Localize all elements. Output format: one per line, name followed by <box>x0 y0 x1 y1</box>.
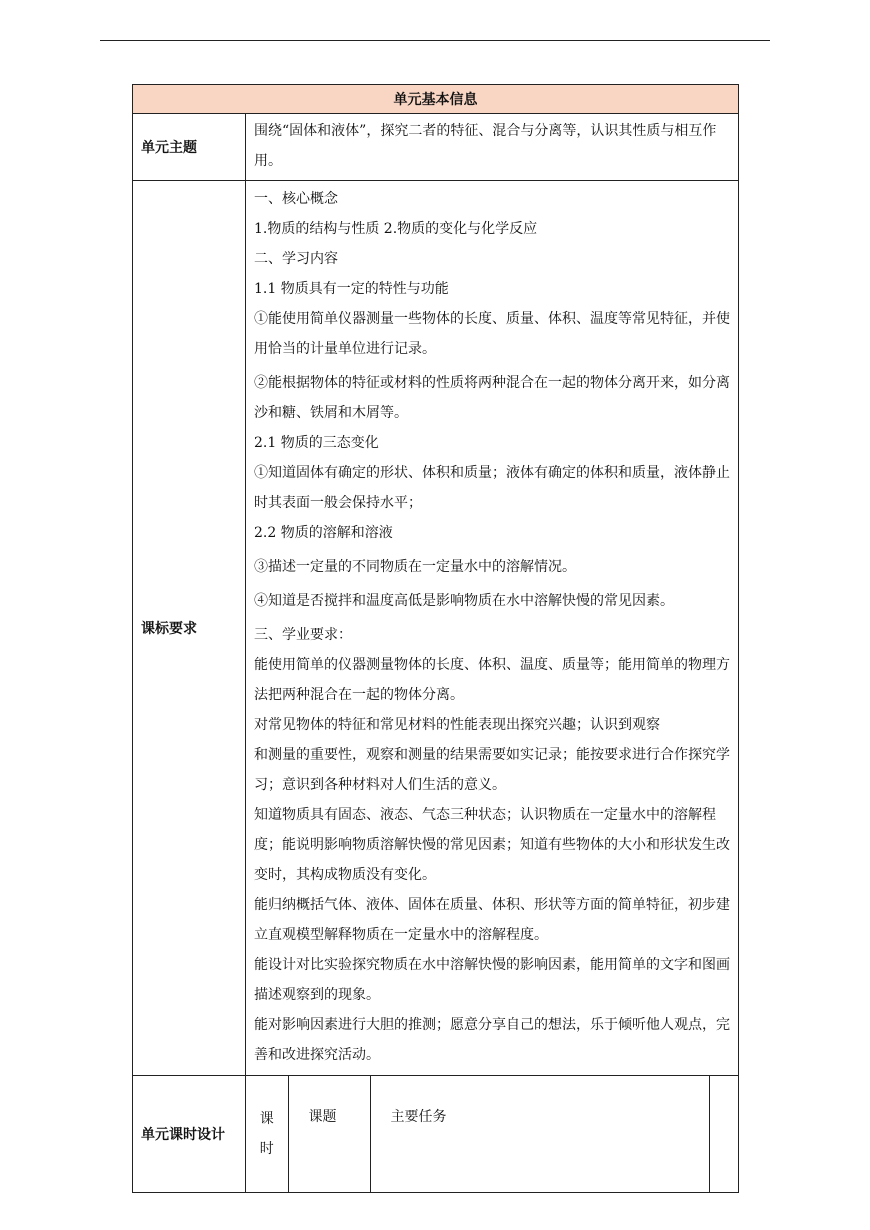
standards-line: 1.物质的结构与性质 2.物质的变化与化学反应 <box>254 221 538 237</box>
theme-row <box>133 114 739 181</box>
table-title-row <box>133 85 739 114</box>
standards-line: 能对影响因素进行大胆的推测；愿意分享自己的想法，乐于倾听他人观点，完善和改进探究活动。 <box>254 1017 730 1063</box>
standards-line: 1.1 物质具有一定的特性与功能 <box>254 281 449 297</box>
page-header-rule <box>100 40 770 41</box>
standards-line: 和测量的重要性，观察和测量的结果需要如实记录；能按要求进行合作探究学习；意识到各种材料对人们生活的意义。 <box>254 747 730 793</box>
lesson-design-row <box>133 1076 739 1193</box>
standards-line: 能设计对比实验探究物质在水中溶解快慢的影响因素，能用简单的文字和图画描述观察到的现象。 <box>254 957 730 1003</box>
standards-content <box>246 181 739 1076</box>
standards-line: 2.2 物质的溶解和溶液 <box>254 525 393 541</box>
theme-text: 围绕“固体和液体”，探究二者的特征、混合与分离等，认识其性质与相互作用。 <box>246 114 739 181</box>
col-topic-header: 课题 <box>288 1076 370 1192</box>
lesson-design-label: 单元课时设计 <box>133 1076 246 1193</box>
theme-label: 单元主题 <box>133 114 246 181</box>
lesson-header-table <box>246 1076 739 1192</box>
standards-line: ③描述一定量的不同物质在一定量水中的溶解情况。 <box>254 559 576 575</box>
standards-line: 知道物质具有固态、液态、气态三种状态；认识物质在一定量水中的溶解程度；能说明影响物质溶解快慢的常见因素；知道有些物体的大小和形状发生改变时，其构成物质没有变化。 <box>254 807 730 883</box>
col-lesson-header <box>246 1076 288 1192</box>
col-task-header: 主要任务 <box>370 1076 709 1192</box>
standards-line: 能使用简单的仪器测量物体的长度、体积、温度、质量等；能用简单的物理方法把两种混合在一起的物体分离。 <box>254 657 730 703</box>
standards-line: 能归纳概括气体、液体、固体在质量、体积、形状等方面的简单特征，初步建立直观模型解释物质在一定量水中的溶解程度。 <box>254 897 730 943</box>
unit-info-table <box>132 84 739 1193</box>
standards-line: 对常见物体的特征和常见材料的性能表现出探究兴趣；认识到观察 <box>254 717 660 733</box>
standards-row <box>133 181 739 1076</box>
standards-line: ④知道是否搅拌和温度高低是影响物质在水中溶解快慢的常见因素。 <box>254 593 674 609</box>
standards-line: 2.1 物质的三态变化 <box>254 435 379 451</box>
standards-label: 课标要求 <box>133 181 246 1076</box>
standards-line: 二、学习内容 <box>254 251 338 267</box>
standards-line: ①知道固体有确定的形状、体积和质量；液体有确定的体积和质量，液体静止时其表面一般会保持水平； <box>254 465 730 511</box>
table-title: 单元基本信息 <box>133 85 739 114</box>
standards-line: 一、核心概念 <box>254 191 338 207</box>
lesson-design-header <box>246 1076 739 1193</box>
standards-line: 三、学业要求： <box>254 627 352 643</box>
standards-line: ②能根据物体的特征或材料的性质将两种混合在一起的物体分离开来，如分离沙和糖、铁屑和木屑等。 <box>254 375 730 421</box>
standards-line: ①能使用简单仪器测量一些物体的长度、质量、体积、温度等常见特征，并使用恰当的计量单位进行记录。 <box>254 311 730 357</box>
col-empty-header <box>709 1076 739 1192</box>
col-lesson-text: 课时 <box>259 1111 274 1157</box>
